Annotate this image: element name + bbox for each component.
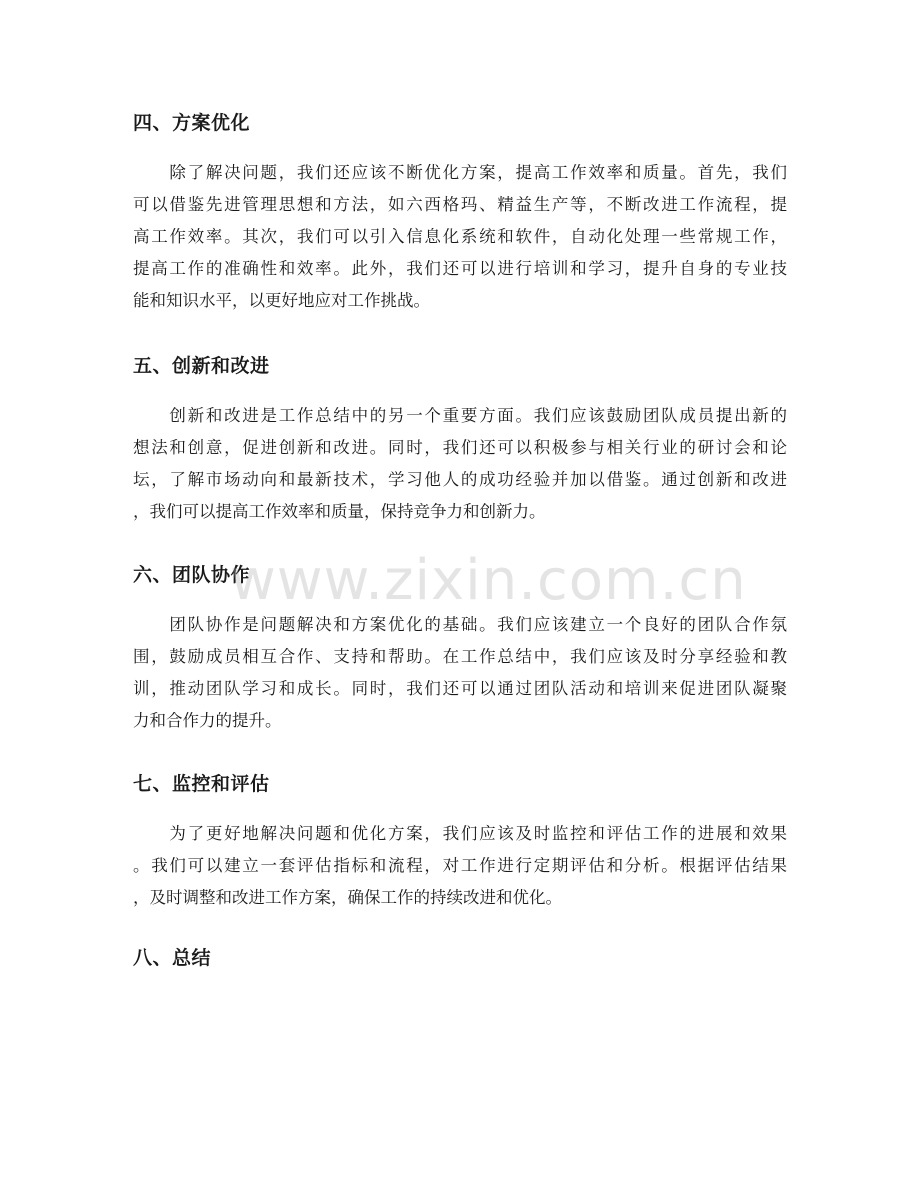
paragraph-line: 创新和改进是工作总结中的另一个重要方面。我们应该鼓励团队成员提出新的	[133, 406, 787, 425]
section-heading-4: 四、方案优化	[133, 112, 251, 134]
section-heading-8: 八、总结	[133, 947, 212, 969]
section-paragraph-7	[133, 818, 787, 914]
paragraph-line: ，我们可以提高工作效率和质量，保持竞争力和创新力。	[133, 502, 546, 521]
section-paragraph-5	[133, 400, 787, 528]
section-paragraph-6	[133, 609, 787, 737]
watermark-text: www.zixin.com.cn	[230, 548, 747, 613]
paragraph-line: 可以借鉴先进管理思想和方法，如六西格玛、精益生产等，不断改进工作流程，提	[133, 195, 787, 214]
section-paragraph-4	[133, 157, 787, 317]
paragraph-line: 坛，了解市场动向和最新技术，学习他人的成功经验并加以借鉴。通过创新和改进	[133, 470, 787, 489]
paragraph-line: 力和合作力的提升。	[133, 711, 282, 730]
paragraph-line: 想法和创意，促进创新和改进。同时，我们还可以积极参与相关行业的研讨会和论	[133, 438, 787, 457]
section-heading-7: 七、监控和评估	[133, 773, 270, 795]
section-heading-6: 六、团队协作	[133, 564, 251, 586]
paragraph-line: 高工作效率。其次，我们可以引入信息化系统和软件，自动化处理一些常规工作，	[133, 227, 787, 246]
paragraph-line: 提高工作的准确性和效率。此外，我们还可以进行培训和学习，提升自身的专业技	[133, 259, 787, 278]
paragraph-line: 训，推动团队学习和成长。同时，我们还可以通过团队活动和培训来促进团队凝聚	[133, 679, 787, 698]
paragraph-line: 除了解决问题，我们还应该不断优化方案，提高工作效率和质量。首先，我们	[133, 163, 787, 182]
paragraph-line: 为了更好地解决问题和优化方案，我们应该及时监控和评估工作的进展和效果	[133, 824, 787, 843]
paragraph-line: ，及时调整和改进工作方案，确保工作的持续改进和优化。	[133, 888, 562, 907]
paragraph-line: 。我们可以建立一套评估指标和流程，对工作进行定期评估和分析。根据评估结果	[133, 856, 787, 875]
paragraph-line: 团队协作是问题解决和方案优化的基础。我们应该建立一个良好的团队合作氛	[133, 615, 787, 634]
section-heading-5: 五、创新和改进	[133, 355, 270, 377]
paragraph-line: 围，鼓励成员相互合作、支持和帮助。在工作总结中，我们应该及时分享经验和教	[133, 647, 787, 666]
paragraph-line: 能和知识水平，以更好地应对工作挑战。	[133, 291, 430, 310]
